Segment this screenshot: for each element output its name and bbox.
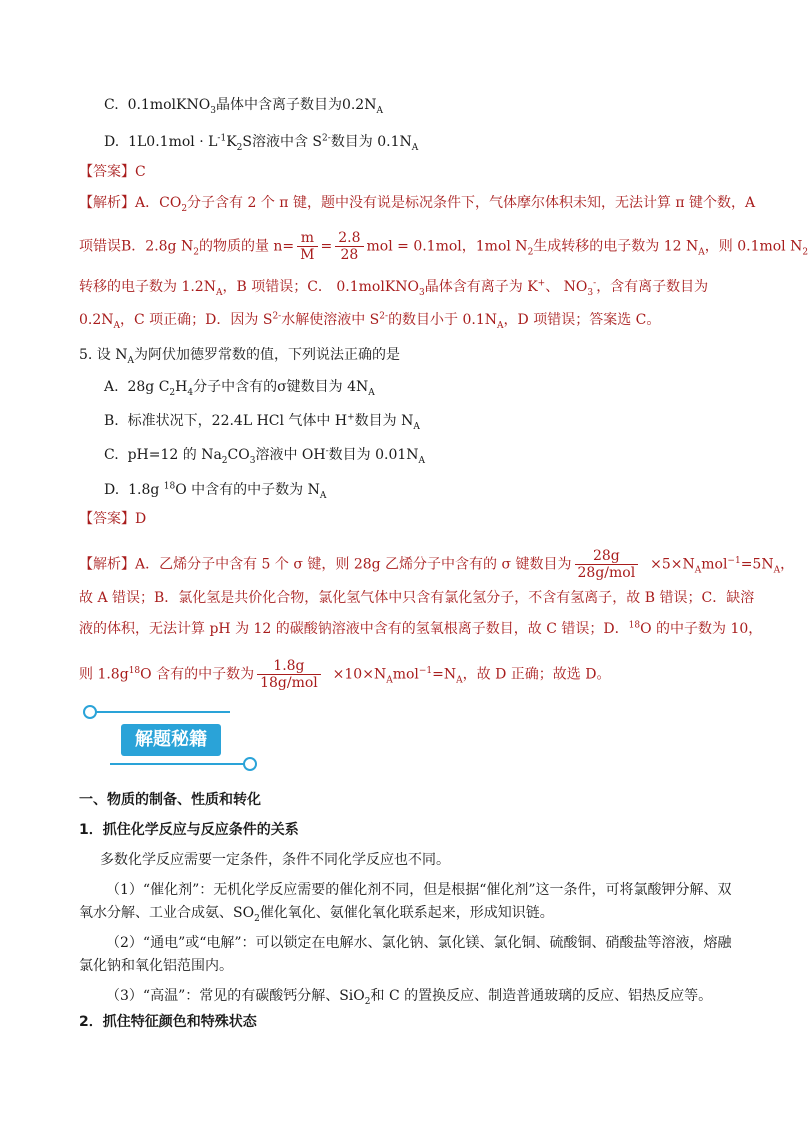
analysis-text: 生成转移的电子数为 12 N	[533, 238, 699, 255]
analysis-text: 故 A 错误；B．氯化氢是共价化合物，氯化氢气体中只含有氯化氢分子，不含有氢离子，故 B 错误；C．缺溶	[79, 590, 755, 606]
subsection-heading-1: 1．抓住化学反应与反应条件的关系	[79, 822, 299, 838]
analysis-text: 则 1.8g	[79, 666, 129, 683]
superscript: +	[347, 412, 355, 423]
analysis-text: ，含有离子数目为	[596, 279, 709, 295]
paragraph-text: （3）“高温”：常见的有碳酸钙分解、SiO	[106, 988, 365, 1004]
answer-4	[79, 162, 146, 182]
option-c-prev	[104, 95, 383, 115]
superscript: 18	[163, 481, 176, 492]
analysis-text: 水解使溶液中 S	[281, 312, 380, 328]
question-text: 为阿伏加德罗常数的值，下列说法正确的是	[134, 347, 401, 363]
fraction	[257, 658, 321, 691]
subscript: 2	[236, 142, 243, 153]
fraction-denominator: M	[300, 247, 315, 263]
subscript: A	[319, 490, 327, 501]
analysis-text: ×10×N	[332, 666, 387, 683]
option-letter: D.	[104, 134, 120, 150]
analysis-4-line-2	[79, 230, 808, 263]
option-text: 数目为 N	[354, 413, 414, 429]
analysis-text: 0.2N	[79, 312, 114, 328]
superscript: 18	[128, 665, 141, 676]
subscript: 2	[181, 203, 188, 214]
subscript: A	[215, 287, 223, 298]
subscript: 3	[210, 105, 216, 116]
subscript: A	[413, 421, 420, 432]
subscript: A	[411, 142, 419, 153]
analysis-5-line-2	[79, 588, 754, 608]
option-text: 晶体中含离子数目为	[215, 97, 342, 113]
formula-text: K	[226, 134, 237, 150]
superscript: −1	[418, 665, 433, 676]
subscript: 2	[221, 455, 228, 466]
paragraph-4	[106, 986, 712, 1006]
formula-text: 0.2N	[341, 97, 377, 113]
paragraph-3-line-2: 氯化钠和氧化铝范围内。	[79, 958, 233, 974]
paragraph-2-line-2	[79, 903, 554, 923]
superscript: 2-	[272, 311, 282, 322]
analysis-text: 液的体积，无法计算 pH 为 12 的碳酸钠溶液中含有的氢氧根离子数目，故 C 错误；D．	[79, 621, 629, 637]
option-letter: C.	[104, 447, 119, 463]
analysis-text: O 含有的中子数为	[140, 666, 255, 683]
fraction-numerator: m	[297, 230, 317, 247]
option-text: 数目为 0.1N	[330, 134, 412, 150]
analysis-5-line-4	[79, 658, 610, 691]
answer-value: D	[135, 511, 147, 527]
analysis-text: 分子含有 2 个 π 键，题中没有说是标况条件下，气体摩尔体积未知，无法计算 π 键个数，A	[187, 195, 756, 211]
fraction-numerator: 1.8g	[257, 658, 321, 675]
subscript: 3	[587, 287, 594, 298]
analysis-text: A．乙烯分子中含有 5 个 σ 键，则 28g 乙烯分子中含有的 σ 键数目为	[135, 556, 572, 573]
analysis-text: 晶体含有离子为 K	[424, 279, 538, 295]
option-letter: A.	[104, 379, 119, 395]
fraction	[575, 548, 639, 581]
fraction-numerator: 2.8	[335, 230, 363, 247]
analysis-text: ，则 0.1mol N	[704, 238, 803, 255]
analysis-text: mol	[392, 666, 419, 683]
subscript: 2	[364, 996, 371, 1007]
subscript: A	[368, 387, 375, 398]
option-text: 1.8g	[128, 482, 164, 498]
fraction-denominator: 18g/mol	[260, 675, 318, 691]
answer-tag: 【答案】	[79, 164, 135, 180]
paragraph-2-line-1: （1）“催化剂”：无机化学反应需要的催化剂不同，但是根据“催化剂”这一条件，可将氯酸钾分解、双	[106, 882, 732, 898]
analysis-text: ，B 项错误；C． 0.1molKNO	[222, 279, 420, 295]
subscript: A	[698, 247, 705, 258]
section-banner-label: 解题秘籍	[121, 724, 221, 756]
option-text: 标准状况下，22.4L HCl 气体中 H	[127, 413, 348, 429]
question-5-option-d	[104, 480, 326, 500]
analysis-text: 项错误B．2.8g N	[79, 238, 194, 255]
paragraph-text: 和 C 的置换反应、制造普通玻璃的反应、铝热反应等。	[370, 988, 713, 1004]
subsection-heading-2: 2．抓住特征颜色和特殊状态	[79, 1014, 257, 1030]
analysis-text: ，C 项正确；D．因为 S	[120, 312, 273, 328]
subscript: A	[113, 320, 121, 331]
superscript: 18	[628, 620, 641, 631]
analysis-4-line-3	[79, 277, 708, 297]
subscript: A	[418, 455, 426, 466]
subscript: 2	[527, 247, 534, 258]
analysis-text: ，D 项错误；答案选 C。	[503, 312, 661, 328]
subscript: A	[386, 675, 393, 686]
subscript: 2	[193, 247, 199, 258]
subscript: A	[773, 565, 781, 576]
subscript: 2	[254, 913, 260, 924]
subscript: 2	[169, 387, 176, 398]
section-heading: 一、物质的制备、性质和转化	[79, 792, 261, 808]
analysis-5-line-1	[79, 548, 794, 581]
subscript: A	[456, 675, 463, 686]
option-text: S溶液中含 S	[242, 134, 323, 150]
question-text: 5. 设 N	[79, 347, 128, 363]
superscript: -1	[217, 133, 227, 144]
formula-text: 1L0.1mol · L	[128, 134, 218, 150]
analysis-text: 的数目小于 0.1N	[388, 312, 498, 328]
fraction-numerator: 28g	[575, 548, 639, 565]
analysis-text: 、 NO	[545, 279, 588, 295]
subscript: 2	[802, 247, 808, 258]
fraction	[335, 230, 363, 263]
analysis-text: mol = 0.1mol，1mol N	[366, 238, 528, 255]
superscript: -	[325, 446, 329, 457]
option-text: 分子中含有的σ键数目为 4N	[193, 379, 369, 395]
option-text: pH=12 的 Na	[127, 447, 222, 463]
question-5-option-b	[104, 411, 420, 431]
option-text: H	[175, 379, 188, 395]
superscript: 2-	[322, 133, 331, 144]
banner-bottom-circle	[244, 758, 256, 770]
option-text: 溶液中 OH	[255, 447, 326, 463]
analysis-text: ×5×N	[650, 556, 695, 573]
analysis-text: O 的中子数为 10，	[640, 621, 763, 637]
option-letter: B.	[104, 413, 119, 429]
answer-tag: 【答案】	[79, 511, 135, 527]
answer-value: C	[135, 164, 146, 180]
superscript: 2-	[379, 311, 389, 322]
analysis-text: =N	[432, 666, 457, 683]
subscript: 3	[419, 287, 425, 298]
analysis-4-line-1	[79, 193, 755, 213]
banner-top-circle	[84, 706, 96, 718]
formula-text: 0.1molKNO	[127, 97, 211, 113]
analysis-text: A．CO	[135, 195, 182, 211]
subscript: A	[127, 355, 135, 366]
analysis-text: ，故 D 正确；故选 D。	[462, 666, 611, 683]
question-5-stem	[79, 345, 400, 365]
question-5-option-a	[104, 377, 375, 397]
superscript: −1	[727, 555, 741, 566]
option-text: 28g C	[127, 379, 170, 395]
analysis-tag: 【解析】	[79, 195, 135, 211]
analysis-4-line-4	[79, 310, 660, 330]
analysis-text: mol	[701, 556, 728, 573]
option-text: CO	[227, 447, 250, 463]
paragraph-text: 氧水分解、工业合成氨、SO	[79, 905, 255, 921]
equals-sign: =	[320, 238, 333, 255]
fraction	[297, 230, 317, 263]
subscript: A	[376, 105, 383, 116]
subscript: A	[694, 565, 702, 576]
fraction-denominator: 28	[340, 247, 359, 263]
analysis-tag: 【解析】	[79, 556, 135, 573]
paragraph-text: 催化氧化、氨催化氧化联系起来，形成知识链。	[259, 905, 554, 921]
subscript: A	[497, 320, 504, 331]
subscript: 3	[249, 455, 256, 466]
paragraph-3-line-1: （2）“通电”或“电解”：可以锁定在电解水、氯化钠、氯化镁、氯化铜、硫酸铜、硝酸盐等溶液，熔融	[106, 935, 732, 951]
option-d-prev	[104, 132, 418, 152]
subscript: 4	[187, 387, 194, 398]
option-letter: C.	[104, 97, 119, 113]
analysis-text: 的物质的量 n=	[198, 238, 295, 255]
analysis-text: ，	[780, 556, 795, 573]
option-text: 数目为 0.01N	[328, 447, 419, 463]
analysis-5-line-3	[79, 619, 762, 639]
superscript: +	[537, 278, 546, 289]
option-letter: D.	[104, 482, 120, 498]
superscript: -	[593, 278, 597, 289]
answer-5	[79, 509, 146, 529]
fraction-denominator: 28g/mol	[577, 565, 636, 581]
option-text: O 中含有的中子数为 N	[175, 482, 320, 498]
analysis-text: 转移的电子数为 1.2N	[79, 279, 216, 295]
analysis-text: =5N	[740, 556, 774, 573]
question-5-option-c	[104, 445, 425, 465]
paragraph-1: 多数化学反应需要一定条件，条件不同化学反应也不同。	[100, 852, 450, 868]
